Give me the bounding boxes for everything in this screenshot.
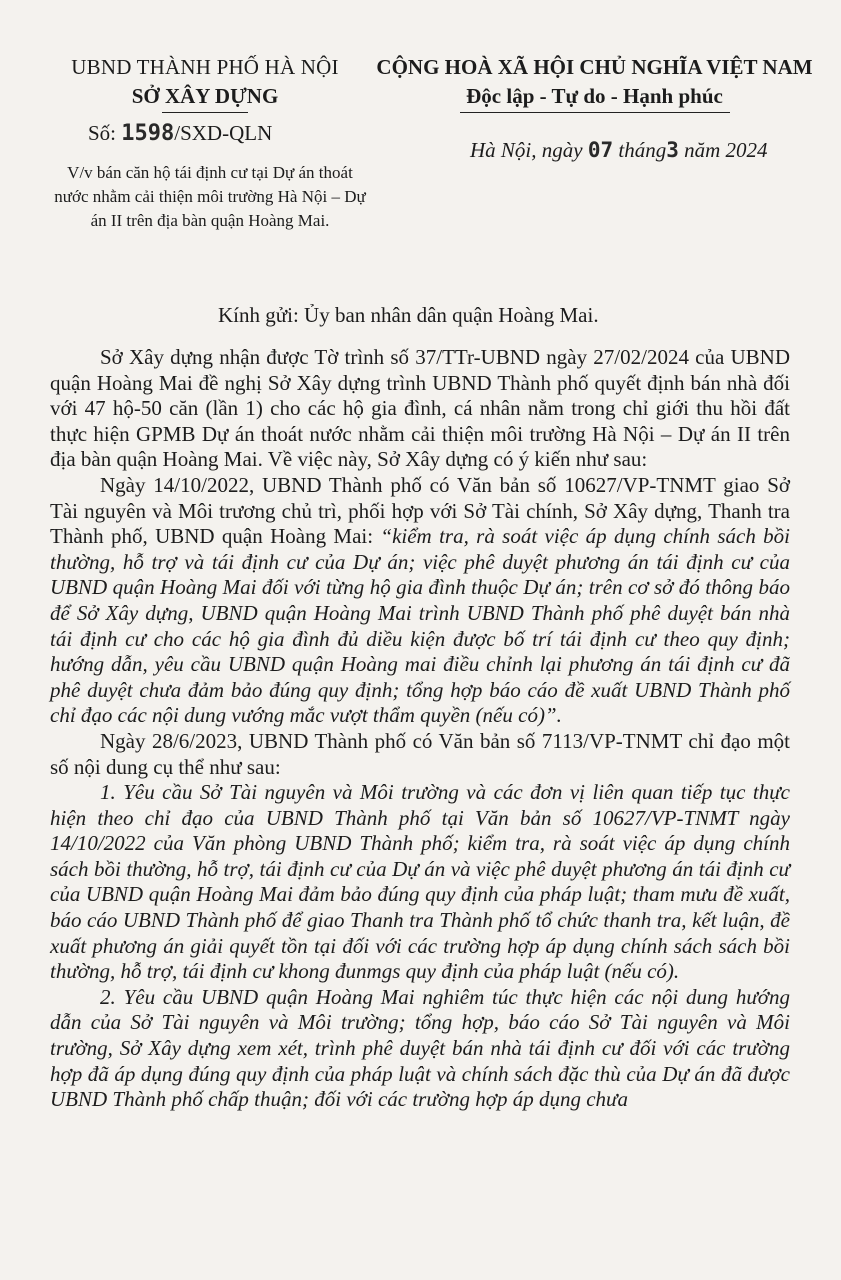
document-number-prefix: Số: (88, 121, 117, 145)
national-header (372, 52, 817, 113)
date-month-label: tháng (618, 138, 667, 162)
issuer-org: SỞ XÂY DỰNG (131, 84, 279, 108)
date-place: Hà Nội, ngày (470, 138, 583, 162)
body-paragraph-1: Sở Xây dựng nhận được Tờ trình số 37/TTr-UBND ngày 27/02/2024 của UBND quận Hoàng Mai đề nghị Sở Xây dựng trình UBND Thành phố quyết định bán nhà đối với 47 hộ-50 căn (lần 1) cho các hộ gia đình, cá nhân nằm trong chỉ giới thu hồi đất thực hiện GPMB Dự án thoát nước nhằm cải thiện môi trường Hà Nội – Dự án II trên địa bàn quận Hoàng Mai. Về việc này, Sở Xây dựng có ý kiến như sau: (50, 345, 790, 472)
document-body (50, 345, 790, 1113)
motto-underline (460, 112, 730, 113)
national-title: CỘNG HOÀ XÃ HỘI CHỦ NGHĨA VIỆT NAM (376, 55, 813, 79)
body-paragraph-5: 2. Yêu cầu UBND quận Hoàng Mai nghiêm túc thực hiện các nội dung hướng dẫn của Sở Tài nguyên và Môi trường; tổng hợp, báo cáo Sở Tài nguyên và Môi trường, Sở Xây dựng xem xét, trình phê duyệt bán nhà tái định cư đối với các trường hợp đã áp dụng đúng quy định của pháp luật và chính sách đặc thù của Dự án đã được UBND Thành phố chấp thuận; đối với các trường hợp áp dụng chưa (50, 984, 790, 1112)
document-subject: V/v bán căn hộ tái định cư tại Dự án thoát nước nhằm cải thiện môi trường Hà Nội – Dự án II trên địa bàn quận Hoàng Mai. (54, 163, 366, 230)
body-paragraph-4: 1. Yêu cầu Sở Tài nguyên và Môi trường và các đơn vị liên quan tiếp tục thực hiện theo chỉ đạo của UBND Thành phố tại Văn bản số 10627/VP-TNMT ngày 14/10/2022 của Văn phòng UBND Thành phố; kiểm tra, rà soát việc áp dụng chính sách bồi thường, hỗ trợ, tái định cư của Dự án và việc phê duyệt phương án tái định cư của UBND quận Hoàng Mai đảm bảo đúng quy định của pháp luật; tham mưu đề xuất, báo cáo UBND Thành phố để giao Thanh tra Thành phố tổ chức thanh tra, kết luận, đề xuất phương án giải quyết tồn tại đối với các trường hợp áp dụng chính sách sách bồi thường, hỗ trợ, tái định cư khong đunmgs quy định của pháp luật (nếu có). (50, 780, 790, 984)
document-number (88, 121, 272, 146)
body-paragraph-2-quote: “kiểm tra, rà soát việc áp dụng chính sách bồi thường, hỗ trợ và tái định cư của Dự án; việc phê duyệt phương án tái định cư của UBND quận Hoàng Mai đối với từng hộ gia đình thuộc Dự án; trên cơ sở đó thông báo để Sở Xây dựng, UBND quận Hoàng Mai trình UBND Thành phố phê duyệt bán nhà tái định cư cho các hộ gia đình đủ diều kiện được bố trí tái định cư theo quy định; hướng dẫn, yêu cầu UBND quận Hoàng mai điều chỉnh lại phương án tái định cư đã phê duyệt chưa đảm bảo đúng quy định; tổng hợp báo cáo đề xuất UBND Thành phố chỉ đạo các nội dung vướng mắc vượt thẩm quyền (nếu có)”. (50, 524, 790, 728)
body-paragraph-2-intro: Ngày 14/10/2022, UBND Thành phố có Văn bản số 10627/VP-TNMT giao Sở Tài nguyên và Môi trương chủ trì, phối hợp với Sở Tài chính, Sở Xây dựng, Thanh tra Thành phố, UBND quận Hoàng Mai: (50, 472, 790, 549)
issuer-underline (162, 112, 248, 113)
date-year: năm 2024 (684, 138, 768, 162)
issuer-parent-org: UBND THÀNH PHỐ HÀ NỘI (71, 55, 339, 79)
document-number-suffix: /SXD-QLN (174, 121, 273, 145)
body-paragraph-2 (50, 473, 790, 729)
national-motto: Độc lập - Tự do - Hạnh phúc (466, 84, 723, 108)
recipient-line: Kính gửi: Ủy ban nhân dân quận Hoàng Mai. (218, 303, 599, 327)
date-day: 07 (587, 138, 614, 162)
issuer-block (40, 52, 370, 113)
document-number-value: 1598 (121, 121, 175, 146)
date-month: 3 (666, 138, 679, 162)
body-paragraph-3: Ngày 28/6/2023, UBND Thành phố có Văn bản số 7113/VP-TNMT chỉ đạo một số nội dung cụ thể như sau: (50, 728, 790, 779)
document-date (470, 138, 768, 163)
